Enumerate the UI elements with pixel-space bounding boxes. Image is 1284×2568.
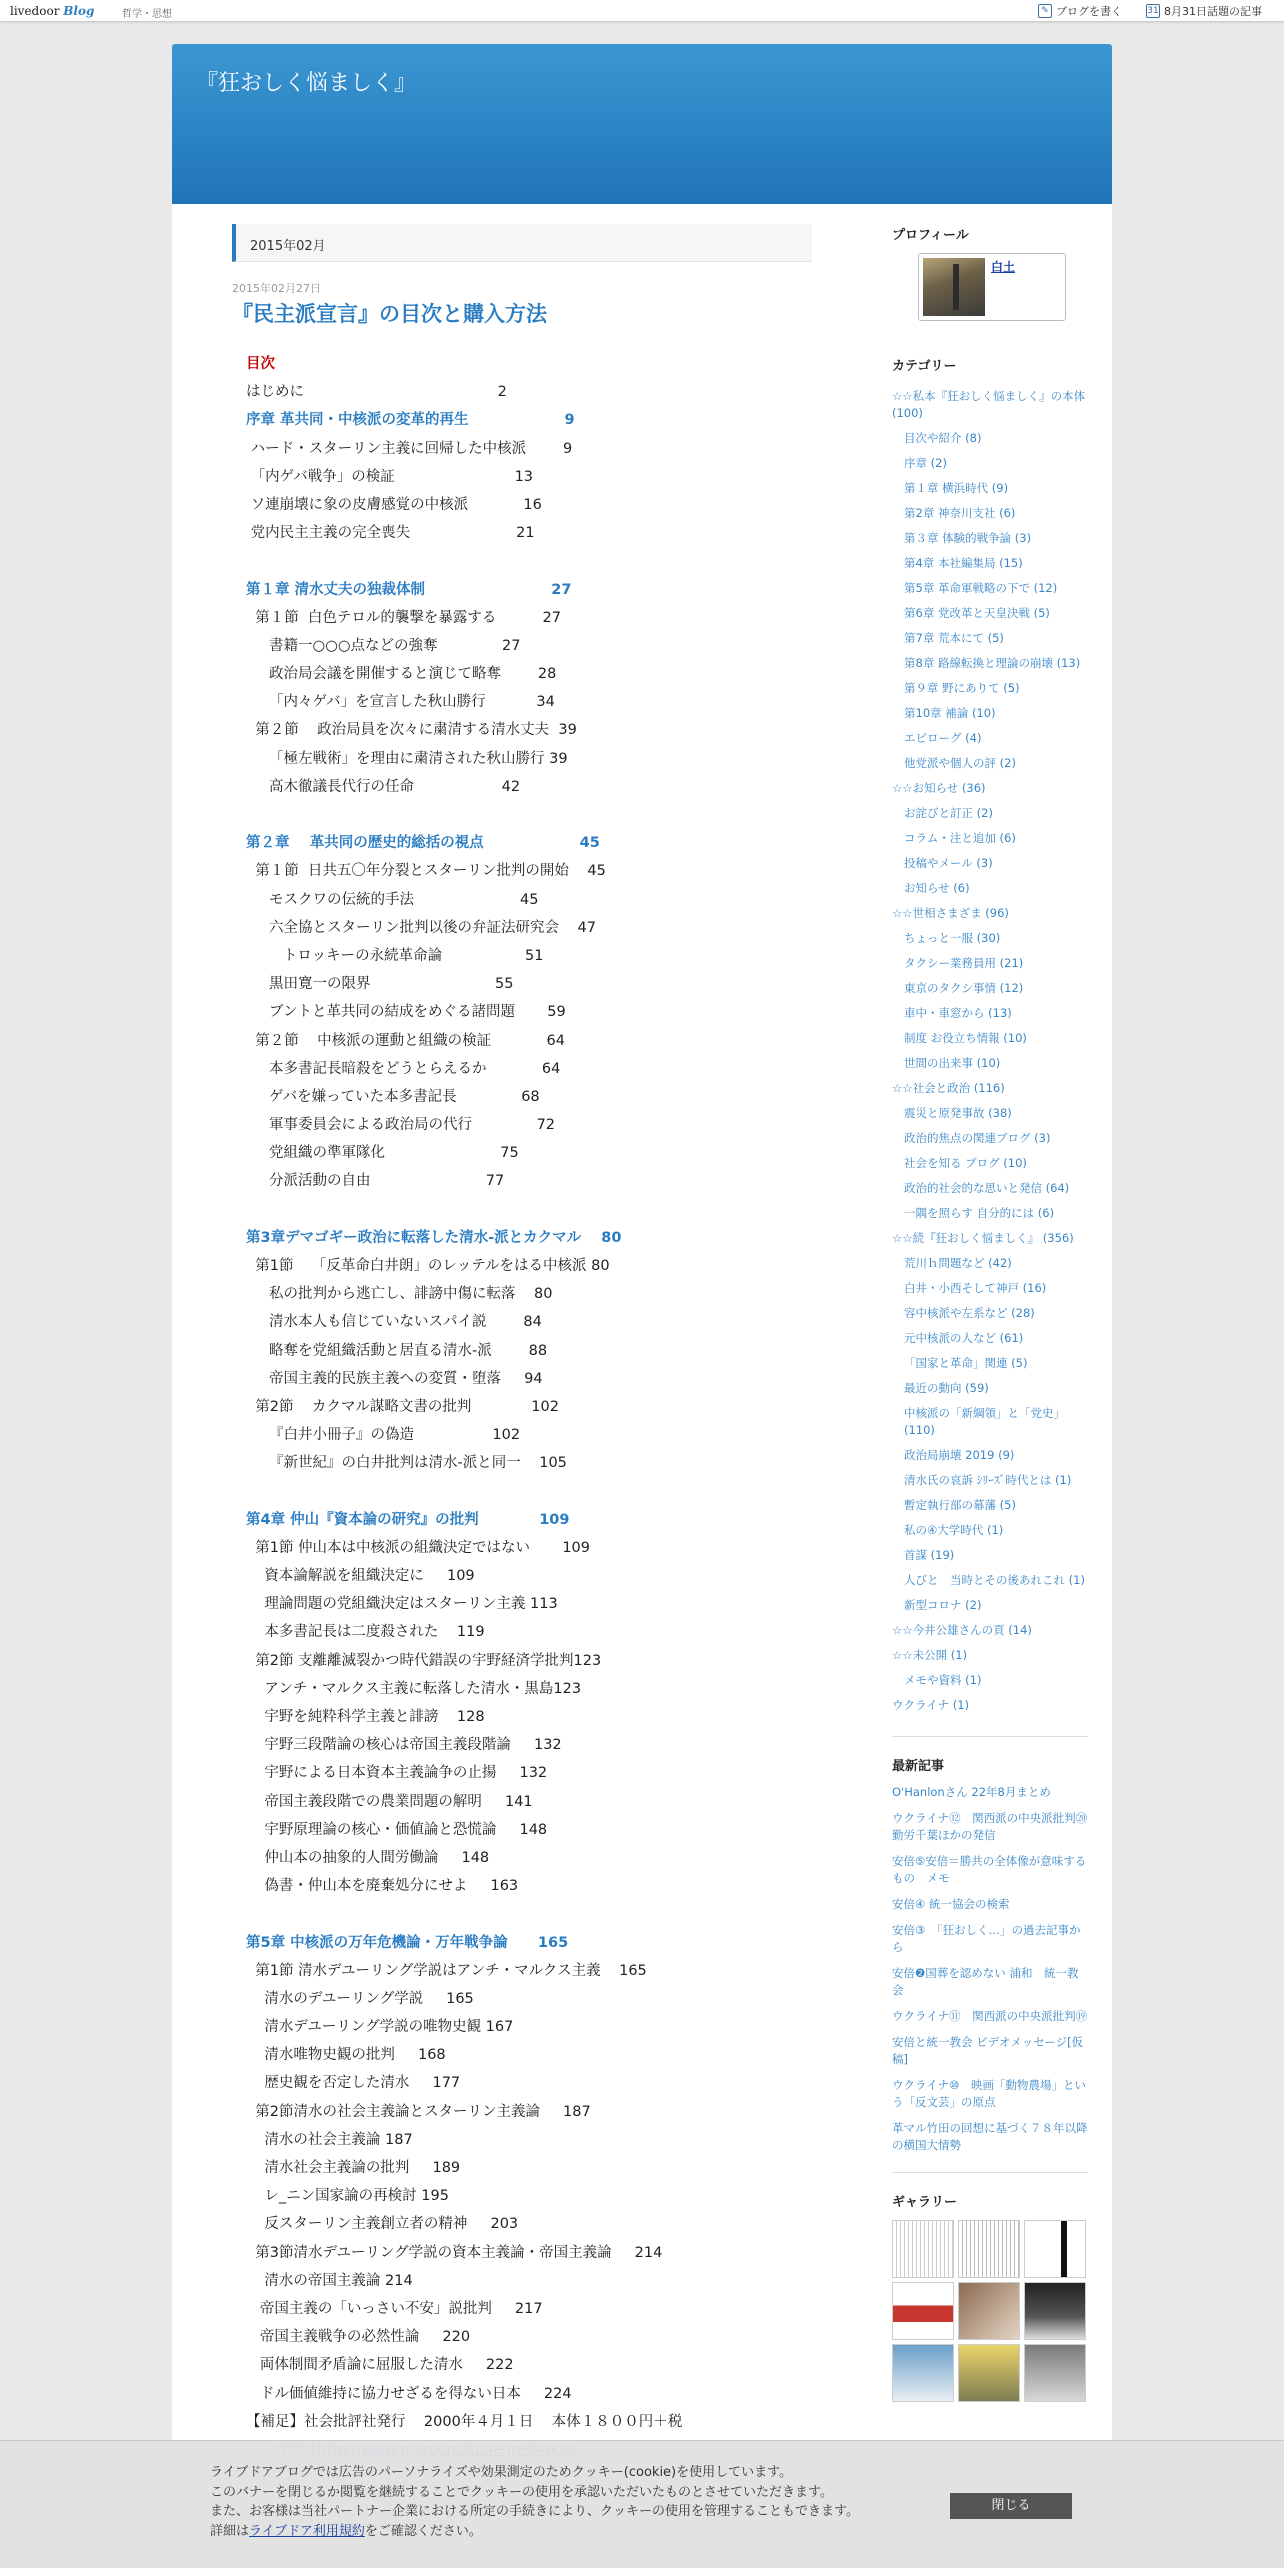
cookie-line-prefix: 詳細は bbox=[210, 2523, 250, 2539]
toc-line: 【補足】社会批評社発行 2000年４月１日 本体１８００円＋税 bbox=[246, 2413, 683, 2430]
blog-header bbox=[172, 44, 1112, 204]
toc-line: ゲバを嫌っていた本多書記長 68 bbox=[246, 1088, 540, 1105]
toc-line: 宇野による日本資本主義論争の止揚 132 bbox=[246, 1765, 548, 1782]
toc-line: 『白井小冊子』の偽造 102 bbox=[246, 1427, 521, 1444]
category-subitem-link[interactable]: お知らせ (6) bbox=[904, 881, 970, 895]
gallery-thumb[interactable] bbox=[1024, 2220, 1086, 2278]
category-subitem-link[interactable]: 政治的社会的な思いと発信 (64) bbox=[904, 1181, 1070, 1195]
category-subitem-link[interactable]: 世間の出来事 (10) bbox=[904, 1056, 1001, 1070]
toc-line: 「内々ゲバ」を宣言した秋山勝行 34 bbox=[246, 694, 555, 711]
gallery-thumb[interactable] bbox=[958, 2282, 1020, 2340]
toc-line: 第1節 仲山本は中核派の組織決定ではない 109 bbox=[246, 1539, 590, 1556]
cookie-line: このバナーを閉じるか閲覧を継続することでクッキーの使用を承認いただいたものとさせていただきます。 bbox=[210, 2484, 833, 2500]
toc-line: 書籍一○○○点などの強奪 27 bbox=[246, 637, 521, 654]
toc-chapter-heading: 第１章 清水丈夫の独裁体制 27 bbox=[246, 581, 572, 598]
toc-spacer bbox=[246, 1196, 812, 1224]
toc-line: 帝国主義戦争の必然性論 220 bbox=[246, 2329, 471, 2346]
category-subitem-link[interactable]: 第6章 党改革と天皇決戦 (5) bbox=[904, 606, 1050, 620]
toc-line: 第２節 政治局員を次々に粛清する清水丈夫 39 bbox=[246, 722, 577, 739]
toc-line: 第2節 支離離滅裂かつ時代錯誤の宇野経済学批判123 bbox=[246, 1652, 602, 1669]
toc-line: トロッキーの永続革命論 51 bbox=[246, 947, 544, 964]
toc-line: 第1節 清水デユーリング学説はアンチ・マルクス主義 165 bbox=[246, 1962, 647, 1979]
terms-link[interactable]: ライブドア利用規約 bbox=[249, 2523, 365, 2539]
content-panel bbox=[172, 204, 1112, 2568]
category-subitem-link[interactable]: 東京のタクシ事情 (12) bbox=[904, 981, 1024, 995]
category-subitem-link[interactable]: 人びと 当時とその後あれこれ (1) bbox=[904, 1573, 1085, 1587]
toc-line: 資本論解説を組織決定に 109 bbox=[246, 1568, 475, 1585]
toc-line: 清水のデユーリング学説 165 bbox=[246, 1990, 474, 2007]
toc-line: 目次 bbox=[246, 356, 275, 372]
toc-line: 清水本人も信じていないスパイ説 84 bbox=[246, 1314, 542, 1331]
toc-spacer bbox=[246, 1478, 812, 1506]
category-subitem-link[interactable]: 投稿やメール (3) bbox=[904, 856, 993, 870]
date-topic-label: 8月31日話題の記事 bbox=[1164, 5, 1262, 18]
category-subitem-link[interactable]: 政治局崩壊 2019 (9) bbox=[904, 1448, 1015, 1462]
post-title[interactable]: 『民主派宣言』の目次と購入方法 bbox=[232, 302, 547, 326]
cookie-banner bbox=[0, 2440, 1284, 2568]
toc-line: 両体制間矛盾論に屈服した清水 222 bbox=[246, 2357, 514, 2374]
toc-line: ブントと革共同の結成をめぐる諸問題 59 bbox=[246, 1004, 566, 1021]
category-subitem-link[interactable]: 元中核派の人など (61) bbox=[904, 1331, 1024, 1345]
gallery-thumb[interactable] bbox=[892, 2282, 954, 2340]
blog-title[interactable]: 『狂おしく悩ましく』 bbox=[196, 71, 417, 96]
recent-article-link[interactable]: 安倍⑤安倍＝勝共の全体像が意味するもの メモ bbox=[892, 1854, 1087, 1885]
toc-chapter-heading: 序章 革共同・中核派の変革的再生 9 bbox=[246, 412, 575, 429]
category-subitem-link[interactable]: 一隅を照らす 自分的には (6) bbox=[904, 1206, 1055, 1220]
calendar-icon: 31 bbox=[1147, 6, 1159, 16]
toc-line: 「極左戦術」を理由に粛清された秋山勝行 39 bbox=[246, 750, 568, 767]
category-subitem-link[interactable]: 最近の動向 (59) bbox=[904, 1381, 989, 1395]
category-item-link[interactable]: ☆☆未公開 (1) bbox=[892, 1648, 968, 1662]
cookie-line bbox=[210, 2522, 859, 2542]
cookie-line-suffix: をご確認ください。 bbox=[364, 2523, 482, 2539]
toc-line: ハード・スターリン主義に回帰した中核派 9 bbox=[246, 440, 573, 457]
top-bar bbox=[0, 0, 1284, 22]
category-subitem-link[interactable]: 荒川ｈ問題など (42) bbox=[904, 1256, 1012, 1270]
toc-line: 略奪を党組織活動と居直る清水-派 88 bbox=[246, 1342, 548, 1359]
cookie-line: ライブドアブログでは広告のパーソナライズや効果測定のためクッキー(cookie)を使用しています。 bbox=[210, 2465, 793, 2480]
category-item-link[interactable]: ☆☆世相さまざま (96) bbox=[892, 906, 1009, 920]
gallery-thumb[interactable] bbox=[958, 2344, 1020, 2402]
category-subitem-link[interactable]: 車中・車窓から (13) bbox=[904, 1006, 1012, 1020]
toc-line: 第3節清水デユーリング学説の資本主義論・帝国主義論 214 bbox=[246, 2244, 663, 2261]
recent-article-link[interactable]: 安倍③ 「狂おしく…」の過去記事から bbox=[892, 1923, 1081, 1954]
category-subitem-link[interactable]: 他党派や個人の評 (2) bbox=[904, 756, 1016, 770]
toc-line: アンチ・マルクス主義に転落した清水・黒島123 bbox=[246, 1680, 582, 1697]
write-blog-link[interactable] bbox=[1038, 3, 1122, 19]
logo-blog-text: Blog bbox=[63, 4, 95, 18]
recent-article-link[interactable]: 安倍④ 統一協会の検索 bbox=[892, 1897, 1010, 1911]
toc-line: 宇野を純粋科学主義と誹謗 128 bbox=[246, 1709, 485, 1725]
toc-line: 清水の社会主義論 187 bbox=[246, 2131, 413, 2148]
toc-line: 第2節 カクマル謀略文書の批判 102 bbox=[246, 1398, 559, 1415]
gallery-thumb[interactable] bbox=[958, 2220, 1020, 2278]
category-subitem-link[interactable]: ちょっと一服 (30) bbox=[904, 931, 1001, 945]
category-subitem-link[interactable]: 政治的焦点の関連ブログ (3) bbox=[904, 1131, 1051, 1145]
category-subitem-link[interactable]: 暫定執行部の幕藩 (5) bbox=[904, 1498, 1016, 1512]
category-item-link[interactable]: ☆☆お知らせ (36) bbox=[892, 781, 986, 795]
category-item-link[interactable]: ウクライナ (1) bbox=[892, 1698, 970, 1712]
sidebar-divider bbox=[892, 2172, 1088, 2173]
category-subitem-link[interactable]: 制度 お役立ち情報 (10) bbox=[904, 1031, 1027, 1045]
gallery-thumb[interactable] bbox=[1024, 2282, 1086, 2340]
livedoor-blog-logo[interactable] bbox=[10, 4, 94, 18]
sidebar bbox=[892, 224, 1099, 2402]
toc-line: 黒田寛一の限界 55 bbox=[246, 976, 514, 993]
recent-article-link[interactable]: 安倍❷国葬を認めない 浦和 統一教会 bbox=[892, 1966, 1079, 1997]
toc-line: 党組織の準軍隊化 75 bbox=[246, 1145, 519, 1162]
toc-line: 『新世紀』の白井批判は清水-派と同一 105 bbox=[246, 1455, 567, 1472]
gallery-heading: ギャラリー bbox=[892, 2195, 958, 2210]
profile-heading: プロフィール bbox=[892, 228, 969, 243]
category-subitem-link[interactable]: 第2章 神奈川支社 (6) bbox=[904, 506, 1016, 520]
toc-chapter-heading: 第5章 中核派の万年危機論・万年戦争論 165 bbox=[246, 1934, 569, 1951]
toc-line: 軍事委員会による政治局の代行 72 bbox=[246, 1117, 556, 1134]
toc-line: レ_ニン国家論の再検討 195 bbox=[246, 2188, 449, 2205]
post-date: 2015年02月27日 bbox=[232, 282, 321, 295]
blog-category-link[interactable]: 哲学・思想 bbox=[122, 9, 172, 20]
category-subitem-link[interactable]: お詫びと訂正 (2) bbox=[904, 806, 993, 820]
category-subitem-link[interactable]: 私の④大学時代 (1) bbox=[904, 1523, 1004, 1537]
toc-line: はじめに 2 bbox=[246, 384, 507, 401]
toc-line: ドル価値維持に協力せざるを得ない日本 224 bbox=[246, 2385, 572, 2402]
toc-line: 反スターリン主義創立者の精神 203 bbox=[246, 2216, 519, 2233]
profile-box bbox=[918, 253, 1066, 321]
recent-article-link[interactable]: 安倍と統一教会 ビデオメッセージ[仮稿] bbox=[892, 2035, 1084, 2066]
category-subitem-link[interactable]: 第5章 革命軍戦略の下で (12) bbox=[904, 581, 1058, 595]
month-heading: 2015年02月 bbox=[232, 224, 812, 262]
toc-chapter-heading: 第3章デマゴギー政治に転落した清水-派とカクマル 80 bbox=[246, 1229, 622, 1246]
category-subitem-link[interactable]: 第4章 本社編集局 (15) bbox=[904, 556, 1023, 570]
category-heading: カテゴリー bbox=[892, 359, 957, 374]
category-subitem-link[interactable]: エピローグ (4) bbox=[904, 731, 982, 745]
toc-line: 第１節 日共五〇年分裂とスターリン批判の開始 45 bbox=[246, 863, 606, 880]
toc-line: 本多書記長は二度殺された 119 bbox=[246, 1624, 485, 1641]
category-subitem-link[interactable]: 社会を知る ブログ (10) bbox=[904, 1156, 1027, 1170]
category-subitem-link[interactable]: 目次や紹介 (8) bbox=[904, 431, 982, 445]
toc-line: 仲山本の抽象的人間労働論 148 bbox=[246, 1849, 490, 1866]
category-subitem-link[interactable]: メモや資料 (1) bbox=[904, 1673, 982, 1687]
toc-chapter-heading: 第4章 仲山『資本論の研究』の批判 109 bbox=[246, 1511, 570, 1528]
logo-main-text: livedoor bbox=[10, 4, 60, 18]
toc-line: モスクワの伝統的手法 45 bbox=[246, 891, 539, 908]
category-subitem-link[interactable]: タクシー業務員用 (21) bbox=[904, 956, 1024, 970]
toc-line: 第1節 「反革命白井朗」のレッテルをはる中核派 80 bbox=[246, 1258, 610, 1274]
toc-line: 清水デユーリング学説の唯物史観 167 bbox=[246, 2019, 514, 2036]
recent-article-link[interactable]: ウクライナ⑪ 関西派の中央派批判⑲ bbox=[892, 2009, 1088, 2023]
category-subitem-link[interactable]: 第8章 路線転換と理論の崩壊 (13) bbox=[904, 656, 1081, 670]
cookie-text bbox=[210, 2463, 859, 2541]
toc-line: 宇野三段階論の核心は帝国主義段階論 132 bbox=[246, 1737, 562, 1754]
toc-line: 帝国主義的民族主義への変質・堕落 94 bbox=[246, 1370, 543, 1387]
toc-spacer bbox=[246, 801, 812, 829]
toc-line: 私の批判から逃亡し、誹謗中傷に転落 80 bbox=[246, 1286, 553, 1303]
main-column bbox=[232, 224, 812, 2464]
toc-line: 第２節 中核派の運動と組織の検証 64 bbox=[246, 1032, 565, 1049]
pencil-icon: ✎ bbox=[1038, 4, 1052, 18]
toc-line: 「内ゲバ戦争」の検証 13 bbox=[246, 468, 534, 485]
category-subitem-link[interactable]: 第１章 横浜時代 (9) bbox=[904, 481, 1009, 495]
gallery-thumb[interactable] bbox=[892, 2220, 954, 2278]
category-subitem-link[interactable]: 「国家と革命」関連 (5) bbox=[904, 1356, 1028, 1370]
write-blog-label: ブログを書く bbox=[1056, 5, 1122, 18]
toc-line: 第１節 白色テロル的襲撃を暴露する 27 bbox=[246, 609, 561, 626]
toc-line: 清水唯物史観の批判 168 bbox=[246, 2047, 446, 2064]
toc-line: 清水社会主義論の批判 189 bbox=[246, 2160, 461, 2176]
category-subitem-link[interactable]: 新型コロナ (2) bbox=[904, 1598, 982, 1612]
cookie-close-button[interactable]: 閉じる bbox=[950, 2493, 1072, 2519]
category-subitem-link[interactable]: 震災と原発事故 (38) bbox=[904, 1106, 1012, 1120]
toc-line: ソ連崩壊に象の皮膚感覚の中核派 16 bbox=[246, 496, 542, 513]
category-subitem-link[interactable]: 容中核派や左系など (28) bbox=[904, 1306, 1035, 1320]
toc-line: 歴史観を否定した清水 177 bbox=[246, 2075, 461, 2092]
profile-image[interactable] bbox=[923, 258, 985, 316]
recent-heading: 最新記事 bbox=[892, 1759, 945, 1774]
recent-article-link[interactable]: O'Hanlonさん 22年8月まとめ bbox=[892, 1785, 1051, 1799]
gallery-thumb[interactable] bbox=[1024, 2344, 1086, 2402]
recent-list bbox=[892, 1784, 1099, 2154]
category-subitem-link[interactable]: 第９章 野にありて (5) bbox=[904, 681, 1020, 695]
gallery-thumb[interactable] bbox=[892, 2344, 954, 2402]
toc-line: 高木徹議長代行の任命 42 bbox=[246, 778, 521, 795]
category-subitem-link[interactable]: 中核派の「新綱領」と「党史」(110) bbox=[904, 1406, 1065, 1437]
recent-article-link[interactable]: ウクライナ⑩ 映画「動物農場」という「反文芸」の原点 bbox=[892, 2078, 1086, 2109]
cookie-line: また、お客様は当社パートナー企業における所定の手続きにより、クッキーの使用を管理することもできます。 bbox=[210, 2504, 859, 2519]
category-item-link[interactable]: ☆☆社会と政治 (116) bbox=[892, 1081, 1005, 1095]
date-topic-link[interactable] bbox=[1146, 3, 1262, 19]
category-subitem-link[interactable]: 首謀 (19) bbox=[904, 1548, 955, 1562]
toc-line: 第2節清水の社会主義論とスターリン主義論 187 bbox=[246, 2103, 591, 2120]
toc-line: 清水の帝国主義論 214 bbox=[246, 2272, 413, 2289]
category-subitem-link[interactable]: コラム・注と追加 (6) bbox=[904, 831, 1016, 845]
profile-name-link[interactable]: 白土 bbox=[991, 260, 1016, 274]
category-item-link[interactable]: ☆☆今井公雄さんの頁 (14) bbox=[892, 1623, 1032, 1637]
category-subitem-link[interactable]: 白井・小西そして神戸 (16) bbox=[904, 1281, 1047, 1295]
toc-spacer bbox=[246, 547, 812, 575]
toc-line: 帝国主義の「いっさい不安」説批判 217 bbox=[246, 2300, 543, 2317]
sidebar-divider bbox=[892, 1736, 1088, 1737]
toc-chapter-heading: 第２章 革共同の歴史的総括の視点 45 bbox=[246, 835, 600, 852]
category-item-link[interactable]: ☆☆私本『狂おしく悩ましく』の本体 (100) bbox=[892, 389, 1086, 420]
category-list bbox=[892, 384, 1088, 1718]
toc-line: 宇野原理論の核心・価値論と恐慌論 148 bbox=[246, 1821, 548, 1838]
toc-line: 党内民主主義の完全喪失 21 bbox=[246, 525, 535, 542]
toc-line: 政治局会議を開催すると演じて略奪 28 bbox=[246, 666, 557, 683]
category-subitem-link[interactable]: 第３章 体験的戦争論 (3) bbox=[904, 531, 1032, 545]
category-subitem-link[interactable]: 第10章 補論 (10) bbox=[904, 706, 996, 720]
recent-article-link[interactable]: 革マル竹田の回想に基づく７８年以降の横国大情勢 bbox=[892, 2121, 1088, 2152]
category-subitem-link[interactable]: 序章 (2) bbox=[904, 456, 947, 470]
category-subitem-link[interactable]: 清水氏の哀訴 ｼﾘｰｽﾞ時代とは (1) bbox=[904, 1473, 1072, 1487]
toc-line: 偽書・仲山本を廃棄処分にせよ 163 bbox=[246, 1878, 519, 1895]
category-subitem-link[interactable]: 第7章 荒本にて (5) bbox=[904, 631, 1004, 645]
category-item-link[interactable]: ☆☆続『狂おしく悩ましく』 (356) bbox=[892, 1231, 1074, 1245]
toc-line: 帝国主義段階での農業問題の解明 141 bbox=[246, 1793, 533, 1810]
recent-article-link[interactable]: ウクライナ⑫ 関西派の中央派批判⑳ 勤労千葉ほかの発信 bbox=[892, 1811, 1099, 1842]
gallery-grid bbox=[892, 2220, 1088, 2402]
toc-line: 本多書記長暗殺をどうとらえるか 64 bbox=[246, 1060, 561, 1077]
post-body-toc bbox=[232, 350, 812, 2464]
toc-line: 六全協とスターリン批判以後の弁証法研究会 47 bbox=[246, 919, 596, 936]
toc-line: 理論問題の党組織決定はスターリン主義 113 bbox=[246, 1596, 558, 1613]
toc-line: 分派活動の自由 77 bbox=[246, 1173, 505, 1190]
toc-spacer bbox=[246, 1900, 812, 1928]
